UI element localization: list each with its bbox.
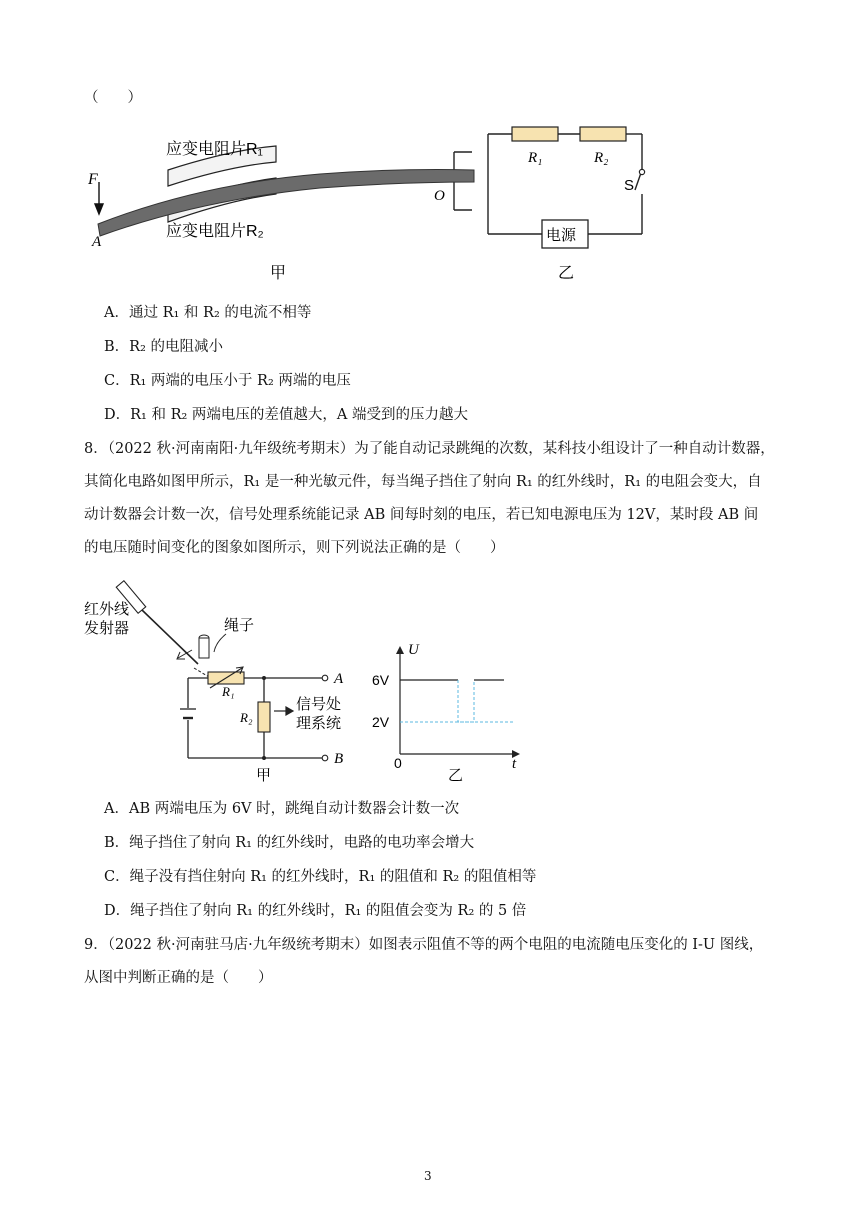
caption-yi-2: 乙: [448, 767, 464, 784]
label-r2: R₂: [240, 710, 253, 725]
switch-contact: [639, 169, 644, 174]
q9-line-2: 从图中判断正确的是（ ）: [84, 970, 273, 986]
node-b-label: B: [334, 751, 344, 767]
label-A: A: [92, 234, 102, 250]
t-axis-label: t: [512, 756, 517, 772]
caption-yi: 乙: [558, 265, 575, 282]
power-label: 电源: [546, 227, 577, 244]
q7-option-a: A．通过 R₁ 和 R₂ 的电流不相等: [104, 305, 312, 321]
emitter-label-2: 发射器: [84, 620, 130, 637]
label-r1: R₁: [222, 684, 235, 699]
q9-line-1: 9．（2022 秋·河南驻马店·九年级统考期末）如图表示阻值不等的两个电阻的电流随电压变化的 I-U 图线，: [84, 937, 764, 953]
q8-line-1: 8．（2022 秋·河南南阳·九年级统考期末）为了能自动记录跳绳的次数，某科技小组设计了一种自动计数器，: [84, 441, 775, 457]
q9-stem: [84, 935, 784, 1001]
q8-option-c: C．绳子没有挡住射向 R₁ 的红外线时，R₁ 的阻值和 R₂ 的阻值相等: [104, 869, 537, 885]
signal-label-1: 信号处: [296, 696, 342, 713]
rope: [199, 635, 209, 658]
q8-line-4: 的电压随时间变化的图象如图所示，则下列说法正确的是（ ）: [84, 540, 505, 556]
circuit-yi: [488, 134, 642, 234]
ut-graph: [372, 642, 520, 784]
resistor-r1: [512, 127, 558, 141]
circuit-r2-label: R₂: [594, 150, 609, 166]
signal-arrow: [274, 707, 293, 715]
answer-paren: （ ）: [84, 90, 142, 106]
q8-stem: [84, 439, 784, 571]
signal-label-2: 理系统: [296, 715, 342, 732]
node-a-label: A: [334, 671, 344, 687]
tick-6v: 6V: [372, 672, 390, 688]
q8-option-a: A．AB 两端电压为 6V 时，跳绳自动计数器会计数一次: [104, 801, 460, 817]
rope-label: 绳子: [224, 617, 255, 634]
caption-jia-2: 甲: [256, 767, 272, 784]
caption-jia: 甲: [270, 265, 287, 282]
terminal-b: [322, 755, 328, 761]
q8-line-2: 其简化电路如图甲所示，R₁ 是一种光敏元件，每当绳子挡住了射向 R₁ 的红外线时，R₁ 的电阻会变大，自: [84, 474, 762, 490]
resistor-r2: [580, 127, 626, 141]
label-gauge-r2: 应变电阻片R₂: [166, 223, 264, 240]
q7-option-c: C．R₁ 两端的电压小于 R₂ 两端的电压: [104, 373, 351, 389]
resistor-r2: [258, 702, 270, 732]
u-axis-label: U: [408, 642, 419, 658]
emitter-label-1: 红外线: [84, 601, 130, 618]
q8-option-d: D．绳子挡住了射向 R₁ 的红外线时，R₁ 的阻值会变为 R₂ 的 5 倍: [104, 903, 527, 919]
label-gauge-r1: 应变电阻片R₁: [166, 141, 263, 158]
label-F: F: [88, 171, 98, 188]
label-O: O: [434, 188, 445, 204]
tick-2v: 2V: [372, 714, 390, 730]
q7-option-d: D．R₁ 和 R₂ 两端电压的差值越大，A 端受到的压力越大: [104, 407, 468, 423]
q7-option-b: B．R₂ 的电阻减小: [104, 339, 223, 355]
q8-option-b: B．绳子挡住了射向 R₁ 的红外线时，电路的电功率会增大: [104, 835, 475, 851]
figure-jump-counter: [80, 572, 540, 792]
origin-label: 0: [394, 755, 402, 771]
q8-line-3: 动计数器会计数一次，信号处理系统能记录 AB 间每时刻的电压，若已知电源电压为 12V，某时段 AB 间: [84, 507, 759, 523]
cantilever-beam: [98, 170, 474, 237]
figure-strain-gauge: [80, 118, 660, 288]
switch-label: S: [624, 177, 635, 194]
signal-dip: [458, 680, 474, 722]
page-number: 3: [424, 1169, 432, 1183]
circuit-r1-label: R₁: [528, 150, 543, 166]
terminal-a: [322, 675, 328, 681]
